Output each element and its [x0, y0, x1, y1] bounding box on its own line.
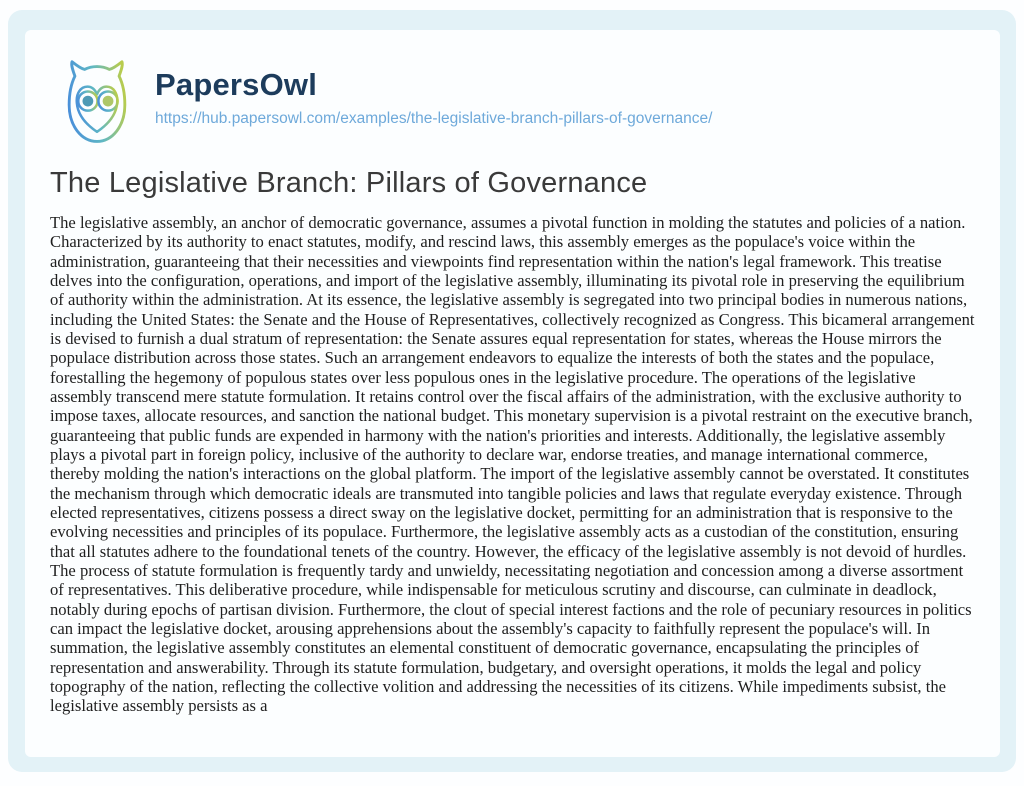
- brand-wordmark[interactable]: PapersOwl: [155, 67, 318, 102]
- content-card: [25, 30, 1000, 757]
- article-title: The Legislative Branch: Pillars of Governance: [50, 167, 648, 199]
- brand-block: [155, 55, 712, 128]
- article-body: The legislative assembly, an anchor of democratic governance, assumes a pivotal function in molding the statutes and policies of a nation. Characterized by its authority to enact statutes, modify, and rescind laws, this assembly emerges as the populace's voice within the administration, guaranteeing that their necessities and viewpoints find representation within the nation's legal framework. This treatise delves into the configuration, operations, and import of the legislative assembly, illuminating its pivotal role in preserving the equilibrium of authority within the administration. At its essence, the legislative assembly is segregated into two principal bodies in numerous nations, including the United States: the Senate and the House of Representatives, collectively recognized as Congress. This bicameral arrangement is devised to furnish a dual stratum of representation: the Senate assures equal representation for states, whereas the House mirrors the populace distribution across those states. Such an arrangement endeavors to equalize the interests of both the states and the populace, forestalling the hegemony of populous states over less populous ones in the legislative procedure. The operations of the legislative assembly transcend mere statute formulation. It retains control over the fiscal affairs of the administration, with the exclusive authority to impose taxes, allocate resources, and sanction the national budget. This monetary supervision is a pivotal restraint on the executive branch, guaranteeing that public funds are expended in harmony with the nation's priorities and interests. Additionally, the legislative assembly plays a pivotal part in foreign policy, inclusive of the authority to declare war, endorse treaties, and manage international commerce, thereby molding the nation's interactions on the global platform. The import of the legislative assembly cannot be overstated. It constitutes the mechanism through which democratic ideals are transmuted into tangible policies and laws that regulate everyday existence. Through elected representatives, citizens possess a direct sway on the legislative docket, permitting for an administration that is responsive to the evolving necessities and principles of its populace. Furthermore, the legislative assembly acts as a custodian of the constitution, ensuring that all statutes adhere to the foundational tenets of the country. However, the efficacy of the legislative assembly is not devoid of hurdles. The process of statute formulation is frequently tardy and unwieldy, necessitating negotiation and concession among a diverse assortment of representatives. This deliberative procedure, while indispensable for meticulous scrutiny and discourse, can culminate in deadlock, notably during epochs of partisan division. Furthermore, the clout of special interest factions and the role of pecuniary resources in politics can impact the legislative docket, arousing apprehensions about the assembly's capacity to faithfully represent the populace's will. In summation, the legislative assembly constitutes an elemental constituent of democratic governance, encapsulating the principles of representation and answerability. Through its statute formulation, budgetary, and oversight operations, it molds the legal and policy topography of the nation, reflecting the collective volition and addressing the necessities of its citizens. While impediments subsist, the legislative assembly persists as a: [50, 213, 975, 716]
- papersowl-owl-logo-icon[interactable]: [47, 55, 147, 151]
- site-header: [47, 55, 978, 151]
- article-url-link[interactable]: https://hub.papersowl.com/examples/the-legislative-branch-pillars-of-governance/: [155, 110, 713, 127]
